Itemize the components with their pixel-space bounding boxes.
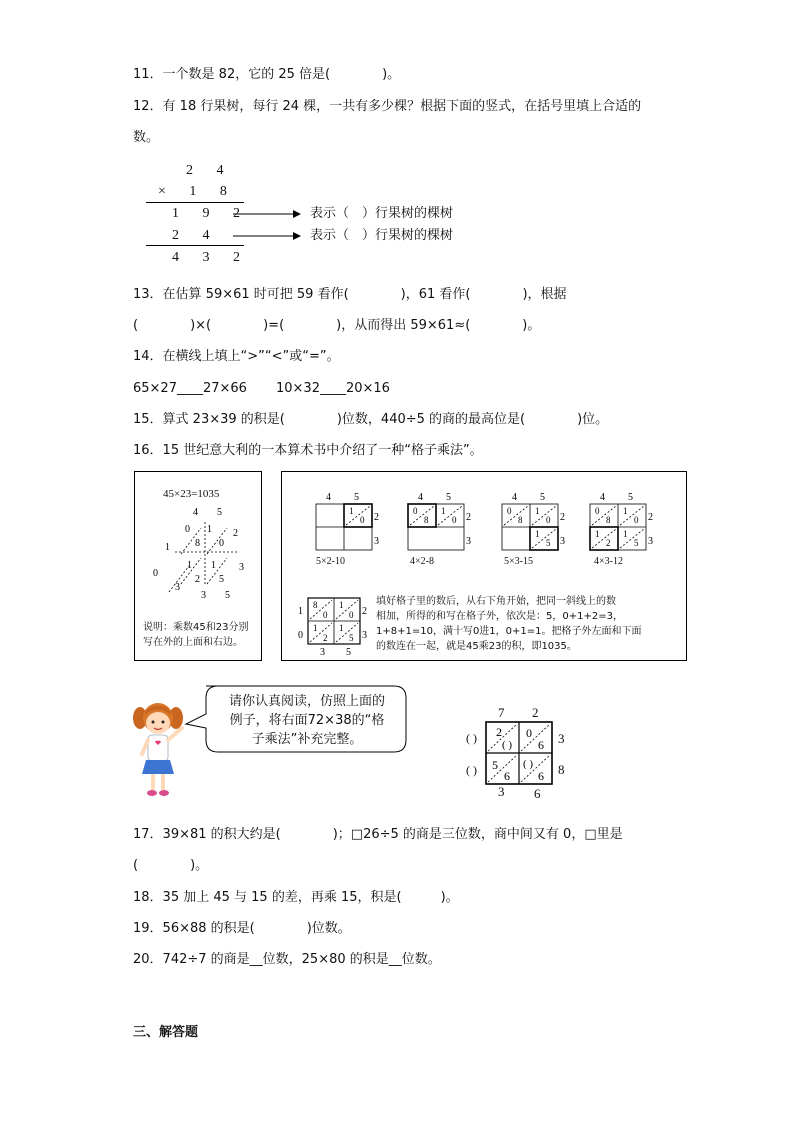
svg-text:5: 5 [349, 633, 354, 643]
svg-text:8: 8 [313, 600, 318, 610]
svg-text:5: 5 [634, 538, 639, 548]
practice-left-2: ( ) [466, 763, 477, 777]
svg-text:1: 1 [595, 529, 600, 539]
question-14-b: 10×32____20×16 [276, 381, 390, 396]
svg-text:2: 2 [195, 574, 200, 585]
svg-text:5: 5 [446, 492, 451, 503]
practice-right-2: 8 [558, 762, 565, 777]
practice-bottom-2: 6 [534, 786, 541, 801]
svg-text:1: 1 [623, 529, 628, 539]
svg-text:5: 5 [217, 507, 222, 518]
vertical-label-1: 表示（ ）行果树的棵树 [310, 206, 454, 221]
svg-text:0: 0 [323, 610, 328, 620]
svg-text:5: 5 [492, 758, 498, 772]
question-16: 16．15 世纪意大利的一本算术书中介绍了一种“格子乘法”。 [133, 443, 483, 458]
svg-text:5: 5 [346, 647, 351, 658]
svg-text:1: 1 [349, 506, 354, 516]
svg-text:0: 0 [185, 524, 190, 535]
svg-text:8: 8 [606, 515, 611, 525]
svg-text:8: 8 [195, 538, 200, 549]
explain-line2: 相加，所得的和写在格子外，依次是：5，0+1+2=3， [376, 611, 623, 622]
vertical-line-1 [146, 202, 244, 203]
final-grid [290, 590, 370, 660]
bubble-line3: 子乘法”补充完整。 [251, 732, 363, 747]
explain-line3: 1+8+1=10，满十写0进1，0+1=1。把格子外左面和下面 [376, 626, 642, 637]
svg-text:0: 0 [526, 726, 532, 740]
explain-line4: 的数连在一起，就是45乘23的积，即1035。 [376, 641, 577, 652]
svg-text:5: 5 [540, 492, 545, 503]
svg-text:5: 5 [219, 574, 224, 585]
svg-text:0: 0 [634, 515, 639, 525]
example-note-line2: 写在外的上面和右边。 [143, 637, 243, 648]
svg-text:8: 8 [518, 515, 523, 525]
question-13-line2: ( )×( )=( )，从而得出 59×61≈( )。 [133, 318, 541, 333]
question-14-a: 65×27____27×66 [133, 381, 247, 396]
svg-text:1: 1 [165, 542, 170, 553]
svg-text:0: 0 [360, 515, 365, 525]
step2-label: 4×2-8 [410, 556, 434, 567]
question-19: 19．56×88 的积是( )位数。 [133, 921, 351, 936]
practice-bottom-1: 3 [498, 784, 505, 799]
svg-text:4: 4 [326, 492, 331, 503]
vertical-row2: × 1 8 [158, 184, 237, 199]
question-12-line1: 12．有 18 行果树，每行 24 棵，一共有多少棵？根据下面的竖式，在括号里填上合适的 [133, 99, 642, 114]
svg-text:1: 1 [535, 529, 540, 539]
svg-text:4: 4 [193, 507, 198, 518]
practice-grid [484, 720, 556, 786]
example-equation: 45×23=1035 [163, 488, 220, 500]
vertical-line-2 [146, 245, 244, 246]
svg-text:3: 3 [239, 562, 244, 573]
girl-illustration [130, 698, 188, 802]
vertical-row3: 1 9 2 [172, 206, 250, 221]
left-example-panel [134, 471, 262, 661]
svg-text:3: 3 [374, 536, 379, 547]
question-15: 15．算式 23×39 的积是( )位数，440÷5 的商的最高位是( )位。 [133, 412, 609, 427]
svg-text:4: 4 [600, 492, 605, 503]
question-18: 18．35 加上 45 与 15 的差，再乘 15，积是( )。 [133, 890, 459, 905]
svg-text:1: 1 [339, 623, 344, 633]
svg-text:1: 1 [535, 506, 540, 516]
question-11: 11．一个数是 82，它的 25 倍是( )。 [133, 67, 401, 82]
arrows [233, 206, 303, 246]
step1-label: 5×2-10 [316, 556, 345, 567]
svg-text:2: 2 [648, 512, 653, 523]
question-17-line1: 17．39×81 的积大约是( )；□26÷5 的商是三位数，商中间又有 0，□里是 [133, 827, 623, 842]
example-note-line1: 说明：乘数45和23分别 [143, 622, 249, 633]
svg-text:5: 5 [546, 538, 551, 548]
explain-line1: 填好格子里的数后，从右下角开始，把同一斜线上的数 [376, 596, 616, 607]
section-3-heading: 三、解答题 [133, 1025, 199, 1040]
practice-top-2: 2 [532, 705, 539, 720]
svg-text:1: 1 [623, 506, 628, 516]
svg-text:( ): ( ) [502, 739, 513, 751]
svg-text:6: 6 [538, 769, 544, 783]
question-12-line2: 数。 [133, 130, 160, 145]
svg-text:1: 1 [298, 606, 303, 617]
svg-text:6: 6 [538, 738, 544, 752]
svg-text:6: 6 [504, 769, 510, 783]
svg-text:1: 1 [187, 560, 192, 571]
svg-text:3: 3 [201, 590, 206, 601]
svg-text:1: 1 [211, 560, 216, 571]
question-17-line2: ( )。 [133, 858, 209, 873]
svg-text:3: 3 [320, 647, 325, 658]
svg-text:0: 0 [298, 630, 303, 641]
vertical-row1: 2 4 [186, 163, 234, 178]
bubble-line2: 例子，将右面72×38的“格 [229, 713, 385, 728]
svg-text:3: 3 [175, 582, 180, 593]
practice-left-1: ( ) [466, 731, 477, 745]
svg-text:2: 2 [496, 725, 502, 739]
bubble-line1: 请你认真阅读，仿照上面的 [228, 694, 385, 709]
svg-text:5: 5 [354, 492, 359, 503]
svg-text:5: 5 [628, 492, 633, 503]
svg-text:2: 2 [323, 633, 328, 643]
question-14: 14．在横线上填上“>”“<”或“=”。 [133, 349, 340, 364]
svg-text:0: 0 [413, 506, 418, 516]
svg-text:1: 1 [339, 600, 344, 610]
svg-text:2: 2 [362, 606, 367, 617]
svg-text:4: 4 [418, 492, 423, 503]
steps-panel [281, 471, 687, 661]
svg-text:0: 0 [349, 610, 354, 620]
question-13-line1: 13．在估算 59×61 时可把 59 看作( )，61 看作( )，根据 [133, 287, 567, 302]
vertical-row5: 4 3 2 [172, 250, 250, 265]
svg-text:4: 4 [512, 492, 517, 503]
svg-text:0: 0 [153, 568, 158, 579]
step3-label: 5×3-15 [504, 556, 533, 567]
vertical-row4: 2 4 [172, 228, 220, 243]
svg-text:3: 3 [648, 536, 653, 547]
step4-label: 4×3-12 [594, 556, 623, 567]
svg-text:1: 1 [313, 623, 318, 633]
svg-text:5: 5 [225, 590, 230, 601]
svg-text:2: 2 [466, 512, 471, 523]
svg-text:8: 8 [424, 515, 429, 525]
svg-text:2: 2 [560, 512, 565, 523]
svg-text:2: 2 [233, 528, 238, 539]
svg-text:1: 1 [207, 524, 212, 535]
svg-text:3: 3 [362, 630, 367, 641]
svg-text:0: 0 [219, 538, 224, 549]
svg-text:2: 2 [374, 512, 379, 523]
svg-text:2: 2 [606, 538, 611, 548]
svg-text:0: 0 [595, 506, 600, 516]
lattice-example-diagram [145, 506, 255, 602]
svg-text:3: 3 [560, 536, 565, 547]
question-20: 20．742÷7 的商是__位数，25×80 的积是__位数。 [133, 952, 441, 967]
practice-top-1: 7 [498, 705, 505, 720]
svg-text:0: 0 [507, 506, 512, 516]
vertical-label-2: 表示（ ）行果树的棵树 [310, 228, 454, 243]
svg-text:0: 0 [546, 515, 551, 525]
svg-text:0: 0 [452, 515, 457, 525]
svg-text:3: 3 [466, 536, 471, 547]
svg-text:1: 1 [441, 506, 446, 516]
svg-text:( ): ( ) [523, 758, 534, 770]
practice-right-1: 3 [558, 731, 565, 746]
